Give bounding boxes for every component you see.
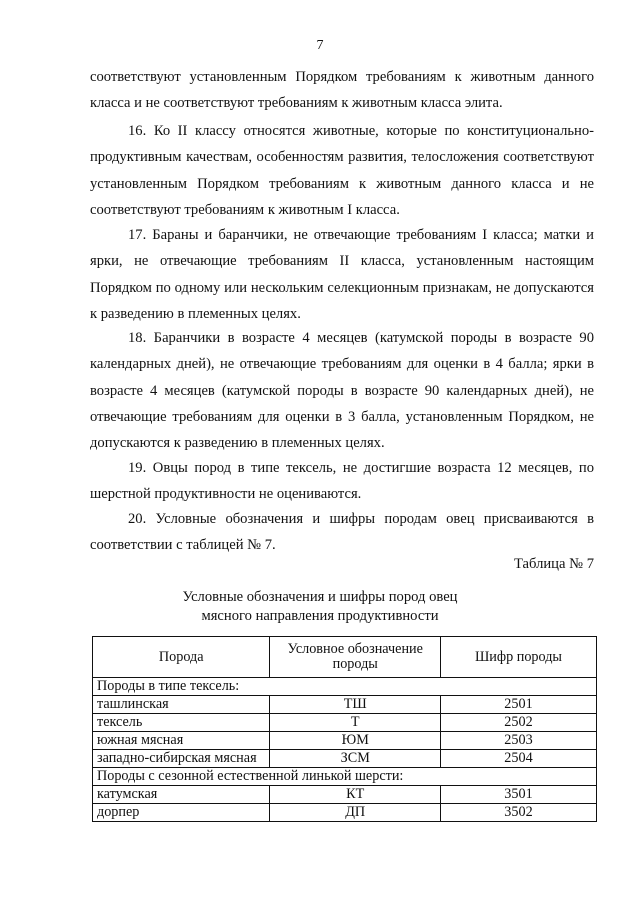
breed-designation: ДП [270, 804, 441, 822]
breed-code: 3502 [440, 804, 596, 822]
table-caption: Таблица № 7 [514, 556, 594, 572]
paragraph-18: 18. Баранчики в возрасте 4 месяцев (катумской породы в возрасте 90 календарных дней), не отвечающие требованиям для оценки в 4 балла; ярки в возрасте 4 месяцев (катумской породы в возрасте 90 календарных дней), не отвечающие требованиям для оценки в 3 балла, установленным Порядком, не допускаются к разведению в племенных целях. [90, 330, 594, 452]
table-title-line-2: мясного направления продуктивности [201, 608, 439, 624]
paragraph-20: 20. Условные обозначения и шифры породам овец присваиваются в соответствии с таблицей № 7. [90, 511, 594, 554]
breed-designation: ЮМ [270, 732, 441, 750]
table-row [93, 786, 597, 804]
table-row [93, 696, 597, 714]
paragraph-16: 16. Ко II классу относятся животные, которые по конституционально-продуктивным качествам, особенностям развития, телосложения соответствуют установленным Порядком требованиям к животным данного класса и не соответствуют требованиям к животным I класса. [90, 123, 594, 218]
breed-code: 2501 [440, 696, 596, 714]
paragraph-continuation: соответствуют установленным Порядком требованиям к животным данного класса и не соответствуют требованиям к животным класса элита. [90, 69, 594, 112]
paragraph-17: 17. Бараны и баранчики, не отвечающие требованиям I класса; матки и ярки, не отвечающие требованиям II класса, установленным настоящим Порядком по одному или нескольким селекционным признакам, не допускаются к разведению в племенных целях. [90, 227, 594, 322]
breed-code: 2503 [440, 732, 596, 750]
table-title-line-1: Условные обозначения и шифры пород овец [182, 589, 458, 605]
breed-designation: КТ [270, 786, 441, 804]
breed-name: западно-сибирская мясная [93, 750, 270, 768]
table-group-row [93, 678, 597, 696]
breed-code: 2502 [440, 714, 596, 732]
group-texel: Породы в типе тексель: [93, 678, 597, 696]
page-number: 7 [316, 38, 324, 53]
breed-designation: ТШ [270, 696, 441, 714]
breed-name: южная мясная [93, 732, 270, 750]
table-row [93, 804, 597, 822]
table-group-row [93, 768, 597, 786]
header-code: Шифр породы [440, 637, 596, 678]
table-row [93, 750, 597, 768]
table-header-row [93, 637, 597, 678]
table-row [93, 714, 597, 732]
breed-name: тексель [93, 714, 270, 732]
breeds-table [92, 636, 597, 822]
header-breed: Порода [93, 637, 270, 678]
breed-name: дорпер [93, 804, 270, 822]
breed-designation: ЗСМ [270, 750, 441, 768]
breed-name: катумская [93, 786, 270, 804]
breed-code: 3501 [440, 786, 596, 804]
table-row [93, 732, 597, 750]
group-seasonal-molt: Породы с сезонной естественной линькой шерсти: [93, 768, 597, 786]
breed-designation: Т [270, 714, 441, 732]
table-title [0, 588, 640, 626]
breed-name: ташлинская [93, 696, 270, 714]
header-designation: Условное обозначение породы [270, 637, 441, 678]
paragraph-19: 19. Овцы пород в типе тексель, не достигшие возраста 12 месяцев, по шерстной продуктивности не оцениваются. [90, 460, 594, 503]
breed-code: 2504 [440, 750, 596, 768]
